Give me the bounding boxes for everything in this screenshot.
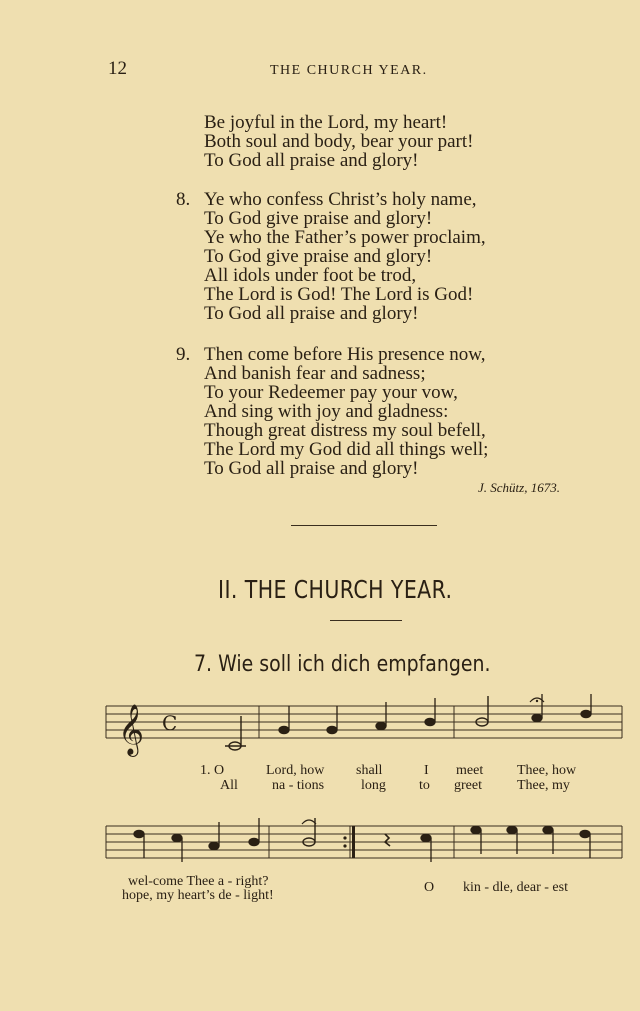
- stanza-number: 9.: [176, 344, 191, 365]
- lyric-syllable: meet: [456, 763, 484, 778]
- lyric-syllable: wel-come Thee a - right?: [128, 874, 269, 889]
- common-time-icon: C: [162, 711, 178, 735]
- heading-underline: [330, 620, 402, 621]
- stanza-line: To your Redeemer pay your vow,: [204, 382, 458, 403]
- lyric-syllable: I: [424, 763, 429, 778]
- stanza-line: To God all praise and glory!: [204, 458, 419, 479]
- stanza-line: The Lord is God! The Lord is God!: [204, 284, 474, 305]
- fermata-icon: [302, 820, 316, 824]
- lyric-syllable: 1. O: [200, 763, 225, 778]
- stanza-line: The Lord my God did all things well;: [204, 439, 489, 460]
- lyric-syllable: to: [419, 778, 430, 793]
- stanza-line: Ye who the Father’s power proclaim,: [204, 227, 486, 248]
- stanza-line: To God all praise and glory!: [204, 150, 419, 171]
- attribution: J. Schütz, 1673.: [478, 480, 560, 495]
- running-title: THE CHURCH YEAR.: [270, 63, 428, 78]
- stanza-line: Be joyful in the Lord, my heart!: [204, 112, 448, 133]
- stanza-line: To God give praise and glory!: [204, 208, 433, 229]
- lyric-syllable: Thee, my: [517, 778, 570, 793]
- music-staff-2: [104, 818, 624, 878]
- stanza-line: Ye who confess Christ’s holy name,: [204, 189, 477, 210]
- treble-clef-icon: 𝄞: [118, 704, 145, 755]
- hymn-title: 7. Wie soll ich dich empfangen.: [194, 652, 491, 677]
- lyric-syllable: O: [424, 880, 435, 895]
- stanza-number: 8.: [176, 189, 191, 210]
- page-number: 12: [108, 58, 127, 79]
- stanza-line: Though great distress my soul befell,: [204, 420, 486, 441]
- stanza-line: And banish fear and sadness;: [204, 363, 426, 384]
- lyric-syllable: greet: [454, 778, 482, 793]
- section-heading: II. THE CHURCH YEAR.: [218, 575, 453, 604]
- stanza-line: Then come before His presence now,: [204, 344, 486, 365]
- stanza-line: Both soul and body, bear your part!: [204, 131, 474, 152]
- lyric-syllable: long: [361, 778, 386, 793]
- lyric-syllable: hope, my heart’s de - light!: [122, 888, 274, 903]
- lyric-syllable: shall: [356, 763, 383, 778]
- stanza-line: To God all praise and glory!: [204, 303, 419, 324]
- lyric-syllable: Lord, how: [266, 763, 325, 778]
- stanza-line: All idols under foot be trod,: [204, 265, 417, 286]
- section-divider: [291, 525, 437, 526]
- lyric-syllable: Thee, how: [517, 763, 577, 778]
- stanza-line: And sing with joy and gladness:: [204, 401, 449, 422]
- music-staff-1: [104, 694, 624, 764]
- lyric-syllable: kin - dle, dear - est: [463, 880, 568, 895]
- quarter-rest-icon: [385, 834, 390, 846]
- stanza-line: To God give praise and glory!: [204, 246, 433, 267]
- lyric-syllable: na - tions: [272, 778, 325, 793]
- lyric-syllable: All: [220, 778, 238, 793]
